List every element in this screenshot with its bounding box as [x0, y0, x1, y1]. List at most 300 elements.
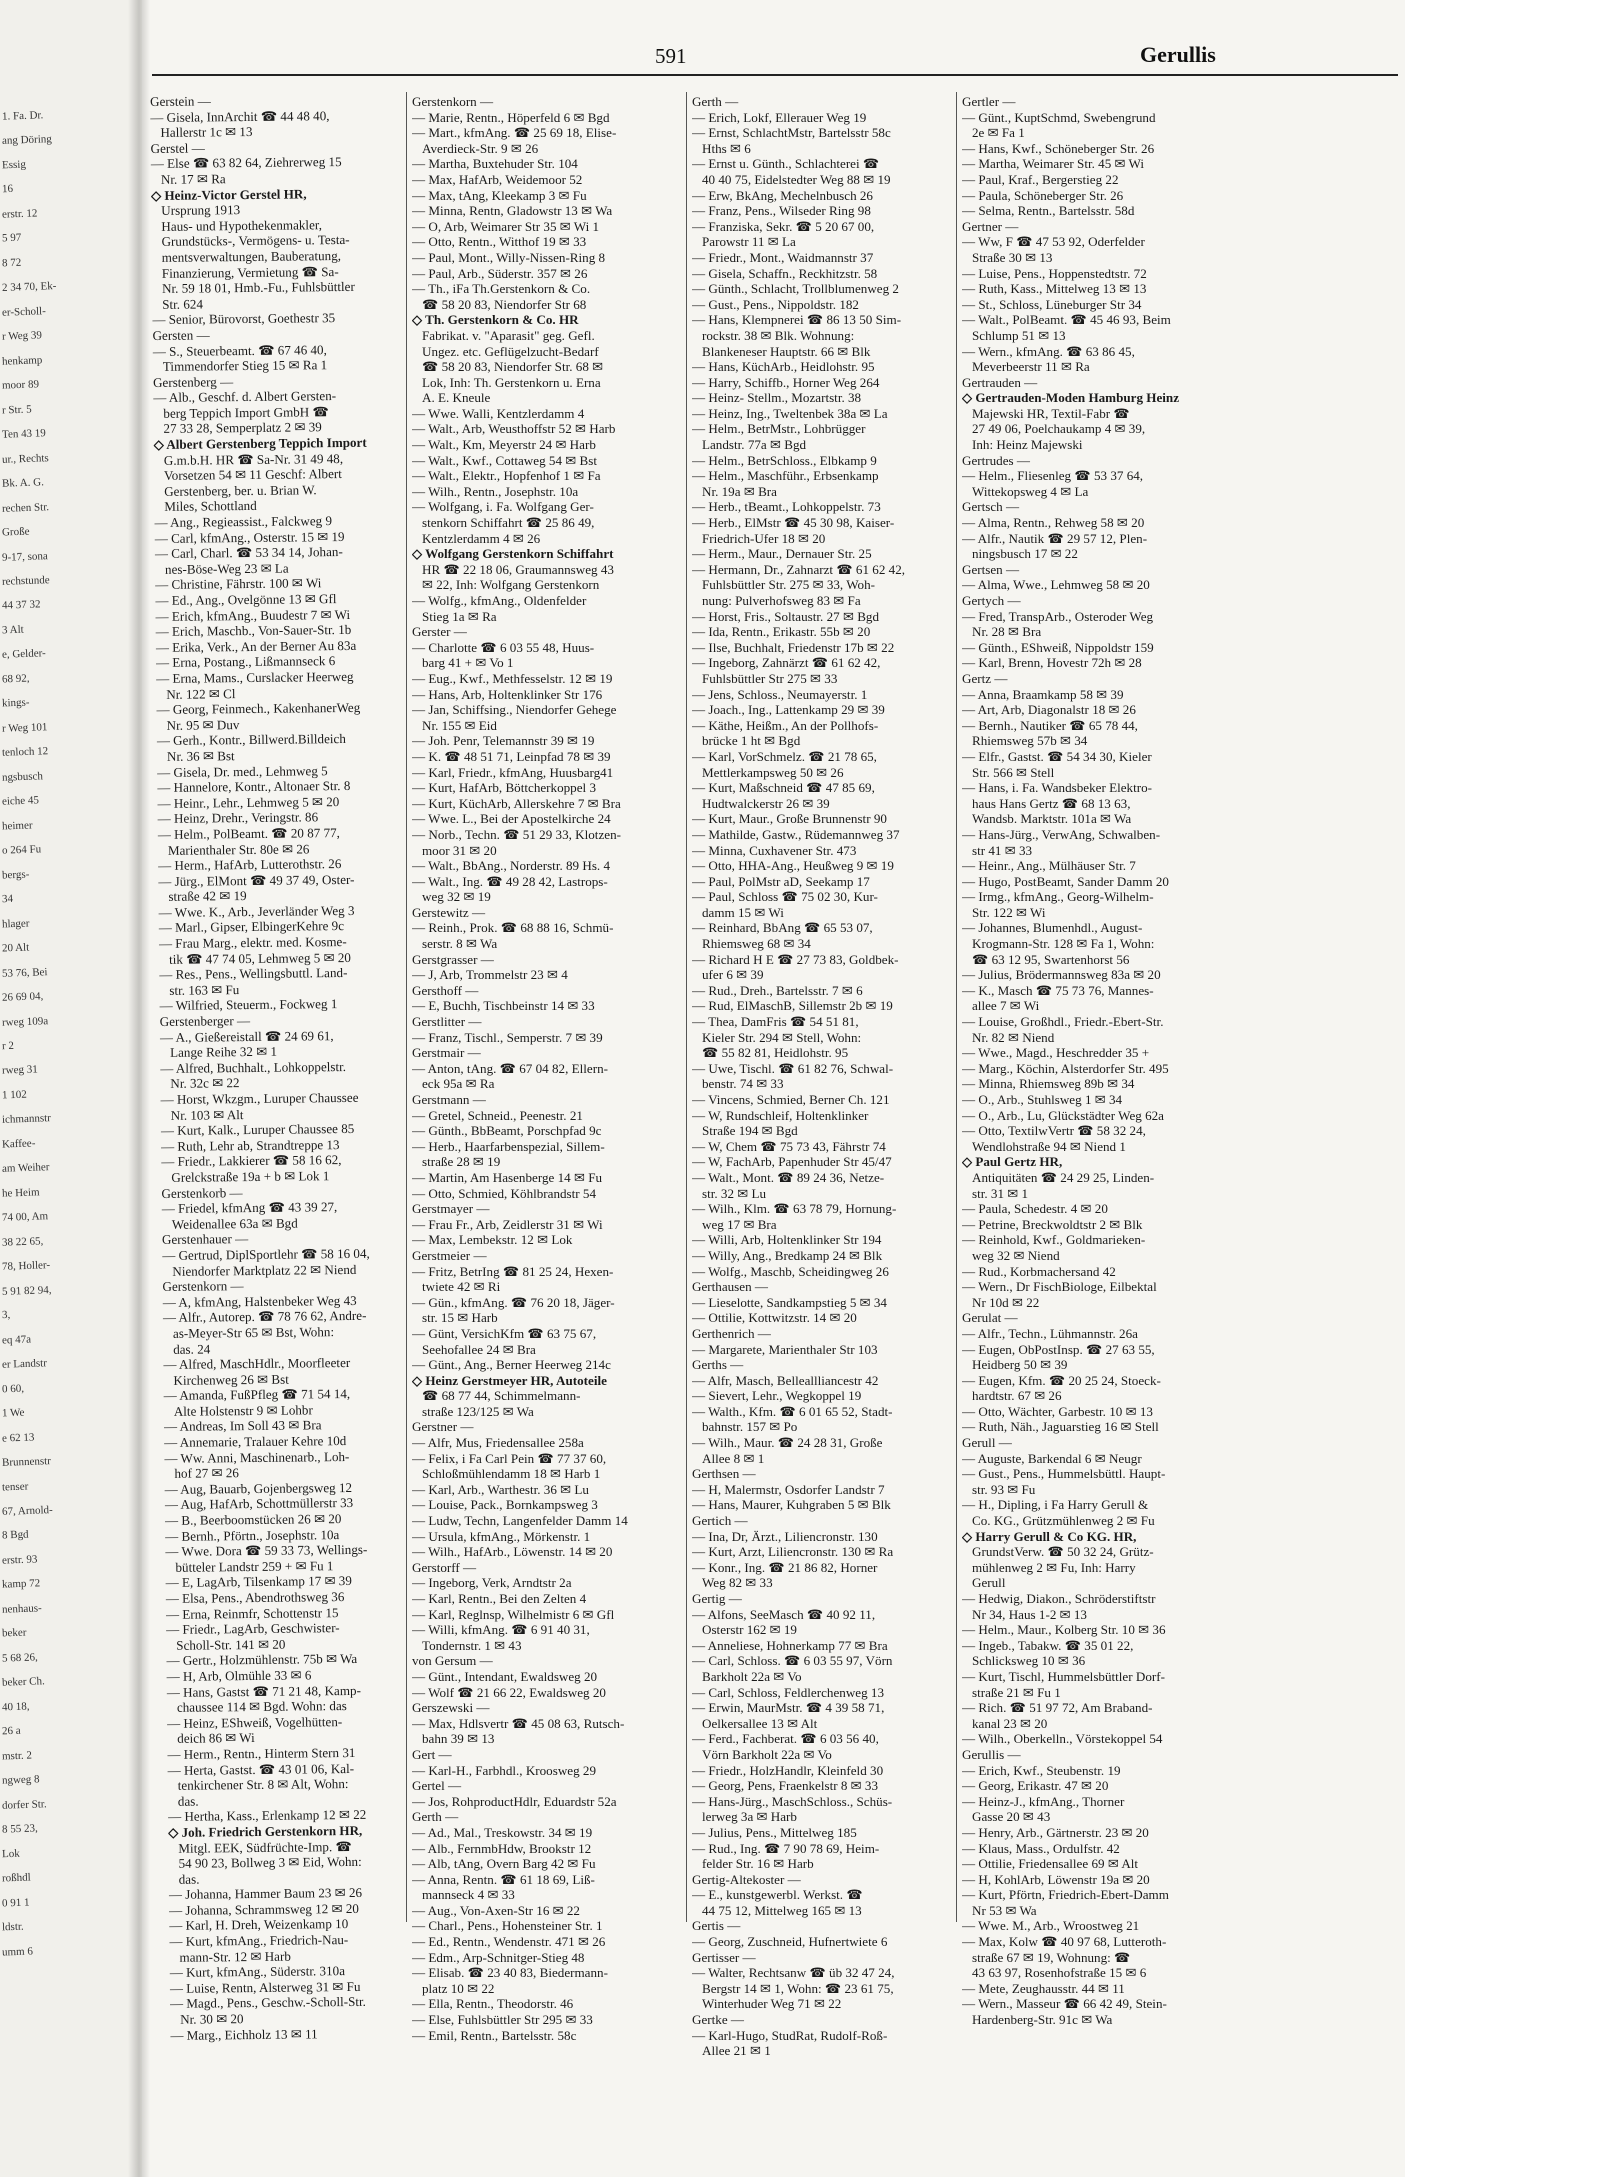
directory-entry: — Walth., Kfm. ☎ 6 01 65 52, Stadt-: [692, 1403, 893, 1419]
directory-entry: — Aug, HafArb, Schottmüllerstr 33: [164, 1495, 354, 1513]
directory-entry: — H, Malermstr, Osdorfer Landstr 7: [692, 1481, 885, 1497]
directory-entry: — Marg., Köchin, Alsterdorfer Str. 495: [962, 1060, 1169, 1076]
directory-entry: 43 63 97, Rosenhofstraße 15 ✉ 6: [972, 1965, 1147, 1981]
directory-entry: — Konr., Ing. ☎ 21 86 82, Horner: [692, 1559, 878, 1575]
directory-entry: twiete 42 ✉ Ri: [422, 1279, 501, 1295]
directory-entry: damm 15 ✉ Wi: [702, 904, 784, 920]
directory-entry: Oelkersallee 13 ✉ Alt: [702, 1715, 818, 1731]
surname-heading: Gerthenrich —: [692, 1325, 771, 1341]
blank-margin: [1405, 0, 1600, 2177]
directory-entry: Mitgl. EEK, Südfrüchte-Imp. ☎: [178, 1838, 352, 1856]
directory-entry: Meverbeerstr 11 ✉ Ra: [972, 359, 1090, 375]
gutter-text-fragment: 78, Holler-: [1, 1259, 51, 1274]
directory-entry: Schloßmühlendamm 18 ✉ Harb 1: [422, 1466, 601, 1482]
directory-entry: — Ang., Regieassist., Falckweg 9: [154, 513, 333, 531]
surname-heading: Gertsen —: [962, 561, 1020, 577]
directory-entry: Hallerstr 1c ✉ 13: [160, 124, 253, 141]
directory-entry: benstr. 74 ✉ 33: [702, 1076, 784, 1092]
gutter-text-fragment: kings-: [1, 696, 30, 710]
directory-entry: — Gisela, InnArchit ☎ 44 48 40,: [150, 107, 330, 125]
directory-entry: hardtstr. 67 ✉ 26: [972, 1388, 1062, 1404]
directory-entry: Ungez. etc. Geflügelzucht-Bedarf: [422, 343, 599, 359]
surname-heading: Gersthoff —: [412, 982, 479, 998]
directory-entry: — Friedr., LagArb, Geschwister-: [166, 1620, 340, 1638]
directory-entry: 40 40 75, Eidelstedter Weg 88 ✉ 19: [702, 171, 891, 187]
directory-entry: mentsverwaltungen, Bauberatung,: [161, 247, 342, 265]
directory-entry: ☎ 58 20 83, Niendorfer Str. 68 ✉: [422, 359, 604, 375]
directory-entry: — Wolf ☎ 21 66 22, Ewaldsweg 20: [412, 1684, 606, 1700]
binding-shadow: [128, 0, 150, 2177]
directory-entry: — Otto, Wächter, Garbestr. 10 ✉ 13: [962, 1403, 1153, 1419]
directory-entry: — Ww, F ☎ 47 53 92, Oderfelder: [962, 234, 1145, 250]
gutter-text-fragment: er-Scholl-: [1, 305, 46, 319]
directory-entry: — Harry, Schiffb., Horner Weg 264: [692, 374, 880, 390]
surname-heading: Gerthsen —: [692, 1466, 756, 1482]
surname-heading: Gerstmeier —: [412, 1247, 487, 1263]
directory-entry: Schlump 51 ✉ 13: [972, 327, 1066, 343]
directory-entry: — Horst, Wkzgm., Luruper Chaussee: [160, 1089, 359, 1107]
gutter-text-fragment: 16: [1, 183, 14, 196]
directory-entry: Vörn Barkholt 22a ✉ Vo: [702, 1746, 832, 1762]
directory-entry: Lok, Inh: Th. Gerstenkorn u. Erna: [422, 374, 601, 390]
directory-entry: — Eug., Kwf., Methfesselstr. 12 ✉ 19: [412, 670, 613, 686]
gutter-text-fragment: 26 69 04,: [1, 990, 44, 1004]
directory-entry: — Frau Marg., elektr. med. Kosme-: [158, 934, 347, 952]
directory-entry: Inh: Heinz Majewski: [972, 437, 1083, 453]
directory-entry: — Alfons, SeeMasch ☎ 40 92 11,: [692, 1606, 876, 1622]
directory-entry: Nr. 19a ✉ Bra: [702, 483, 777, 499]
directory-entry: — Wilh., HafArb., Löwenstr. 14 ✉ 20: [412, 1544, 613, 1560]
directory-entry: — Helm., Fliesenleg ☎ 53 37 64,: [962, 468, 1144, 484]
directory-entry: — Alma, Rentn., Rehweg 58 ✉ 20: [962, 515, 1145, 531]
directory-entry: haus Hans Gertz ☎ 68 13 63,: [972, 795, 1131, 811]
directory-entry: A. E. Kneule: [422, 390, 491, 406]
directory-entry: — Hannelore, Kontr., Altonaer Str. 8: [157, 778, 351, 796]
directory-entry: — Karl, Friedr., kfmAng, Huusbarg41: [412, 764, 614, 780]
directory-entry: — Kurt, kfmAng., Süderstr. 310a: [169, 1963, 346, 1981]
gutter-text-fragment: rechstunde: [1, 574, 50, 588]
directory-entry: Nr. 32c ✉ 22: [170, 1075, 240, 1092]
directory-entry: eck 95a ✉ Ra: [422, 1076, 495, 1092]
directory-entry: — Hans, KüchArb., Heidlohstr. 95: [692, 359, 875, 375]
directory-entry: — Heinz- Stellm., Mozartstr. 38: [692, 390, 862, 406]
directory-entry: — Gertr., Holzmühlenstr. 75b ✉ Wa: [166, 1651, 358, 1669]
directory-entry: — Hans-Jürg., MaschSchloss., Schüs-: [692, 1793, 893, 1809]
directory-entry: — Hans, Kwf., Schöneberger Str. 26: [962, 140, 1155, 156]
directory-entry: — Jens, Schloss., Neumayerstr. 1: [692, 686, 868, 702]
directory-entry: — Wolfg., kfmAng., Oldenfelder: [412, 593, 587, 608]
gutter-text-fragment: 26 a: [1, 1724, 21, 1738]
directory-entry: — W, FachArb, Papenhuder Str 45/47: [692, 1154, 892, 1170]
directory-entry: — Ella, Rentn., Theodorstr. 46: [412, 1996, 574, 2012]
surname-heading: Gerstewitz —: [412, 904, 486, 920]
directory-entry: Finanzierung, Vermietung ☎ Sa-: [161, 263, 339, 281]
gutter-text-fragment: roßhdl: [1, 1871, 31, 1885]
surname-heading: Gerstel —: [150, 140, 205, 156]
directory-entry: — Martha, Buxtehuder Str. 104: [412, 156, 578, 172]
directory-entry: — Georg, Zuschneid, Hufnertwiete 6: [692, 1934, 888, 1950]
firm-entry: ◇ Heinz-Victor Gerstel HR,: [150, 185, 307, 203]
directory-entry: — Alb., Geschf. d. Albert Gersten-: [153, 388, 337, 406]
directory-entry: — Franz, Pens., Wilseder Ring 98: [692, 203, 871, 219]
directory-entry: — Gertrud, DiplSportlehr ☎ 58 16 04,: [162, 1245, 370, 1263]
surname-heading: Gert —: [412, 1746, 452, 1762]
directory-entry: — Günth., BbBeamt, Porschpfad 9c: [412, 1123, 602, 1139]
directory-entry: Parowstr 11 ✉ La: [702, 234, 796, 250]
directory-entry: — Ludw, Techn, Langenfelder Damm 14: [412, 1513, 628, 1529]
gutter-text-fragment: Kaffee-: [1, 1137, 36, 1151]
surname-heading: Gerstmann —: [412, 1092, 486, 1107]
directory-entry: — Minna, Cuxhavener Str. 473: [692, 842, 857, 858]
directory-entry: — Mete, Zeughausstr. 44 ✉ 11: [962, 1980, 1125, 1996]
directory-entry: — Ingeborg, Zahnärzt ☎ 61 62 42,: [692, 655, 881, 671]
directory-entry: — Wwe. K., Arb., Jeverländer Weg 3: [158, 902, 355, 920]
directory-entry: Krogmann-Str. 128 ✉ Fa 1, Wohn:: [972, 936, 1155, 952]
directory-entry: — Hans, Klempnerei ☎ 86 13 50 Sim-: [692, 312, 902, 328]
directory-entry: — Horst, Fris., Soltaustr. 27 ✉ Bgd: [692, 608, 880, 624]
directory-entry: Mettlerkampsweg 50 ✉ 26: [702, 764, 844, 780]
directory-entry: 27 33 28, Semperplatz 2 ✉ 39: [163, 419, 322, 437]
directory-entry: — Magd., Pens., Geschw.-Scholl-Str.: [169, 1994, 366, 2012]
directory-entry: das.: [177, 1793, 199, 1809]
surname-heading: Gerstmair —: [412, 1045, 481, 1061]
directory-entry: — Günt., Intendant, Ewaldsweg 20: [412, 1668, 598, 1684]
directory-entry: — Georg, Pens, Fraenkelstr 8 ✉ 33: [692, 1778, 879, 1794]
directory-entry: Grundstücks-, Vermögens- u. Testa-: [161, 232, 350, 250]
directory-entry: — Walt., BbAng., Norderstr. 89 Hs. 4: [412, 858, 611, 874]
directory-entry: — Klaus, Mass., Ordulfstr. 42: [962, 1840, 1120, 1856]
gutter-text-fragment: Bk. A. G.: [1, 476, 45, 490]
directory-entry: — Ad., Mal., Treskowstr. 34 ✉ 19: [412, 1824, 593, 1840]
directory-entry: — Herb., ElMstr ☎ 45 30 98, Kaiser-: [692, 515, 895, 531]
directory-entry: straße 123/125 ✉ Wa: [422, 1403, 534, 1419]
directory-column-1: [150, 91, 420, 2043]
directory-entry: — Joh. Penr, Telemannstr 39 ✉ 19: [412, 733, 595, 749]
directory-entry: — Carl, Schloss, Feldlerchenweg 13: [692, 1684, 885, 1700]
directory-entry: — Marg., Eichholz 13 ✉ 11: [170, 2025, 318, 2043]
column-divider: [686, 92, 687, 1922]
surname-heading: Gerstenkorn —: [162, 1278, 244, 1295]
directory-entry: Fabrikat. v. "Aparasit" geg. Gefl.: [422, 327, 595, 343]
gutter-text-fragment: e 62 13: [1, 1431, 35, 1445]
directory-entry: — Wwe., Magd., Heschredder 35 +: [962, 1045, 1150, 1061]
directory-entry: — Heinr., Lehr., Lehmweg 5 ✉ 20: [157, 793, 340, 811]
directory-entry: G.m.b.H. HR ☎ Sa-Nr. 31 49 48,: [163, 450, 344, 468]
directory-entry: — Hans, Arb, Holtenklinker Str 176: [412, 686, 603, 702]
directory-entry: felder Str. 16 ✉ Harb: [702, 1856, 814, 1872]
directory-entry: 2e ✉ Fa 1: [972, 125, 1025, 141]
surname-heading: Gerth —: [412, 1809, 459, 1825]
directory-entry: ✉ 22, Inh: Wolfgang Gerstenkorn: [422, 577, 600, 593]
directory-entry: tik ☎ 47 74 05, Lehmweg 5 ✉ 20: [168, 949, 351, 967]
directory-entry: — Herb., Haarfarbenspezial, Sillem-: [412, 1138, 605, 1154]
directory-entry: Blankeneser Hauptstr. 66 ✉ Blk: [702, 343, 871, 359]
directory-entry: Allee 21 ✉ 1: [702, 2043, 771, 2059]
gutter-text-fragment: Ten 43 19: [1, 427, 47, 441]
directory-entry: — H, Arb, Olmühle 33 ✉ 6: [166, 1667, 312, 1684]
directory-entry: — Ottilie, Kottwitzstr. 14 ✉ 20: [692, 1310, 857, 1326]
directory-entry: — Annemarie, Tralauer Kehre 10d: [164, 1433, 347, 1450]
directory-entry: — Ruth, Lehr ab, Strandtreppe 13: [160, 1136, 340, 1154]
directory-entry: — Elsa, Pens., Abendrothsweg 36: [165, 1589, 345, 1606]
directory-entry: — Heinz, Drehr., Veringstr. 86: [157, 809, 319, 827]
directory-column-4: [962, 94, 1234, 2028]
directory-entry: str. 15 ✉ Harb: [422, 1310, 498, 1326]
directory-entry: — Hans, Maurer, Kuhgraben 5 ✉ Blk: [692, 1497, 891, 1513]
directory-entry: — Max, HafArb, Weidemoor 52: [412, 171, 583, 187]
directory-entry: hof 27 ✉ 26: [174, 1465, 239, 1482]
directory-entry: — K. ☎ 48 51 71, Leinpfad 78 ✉ 39: [412, 748, 611, 764]
directory-entry: — Erna, Reinmfr, Schottenstr 15: [165, 1604, 339, 1622]
surname-heading: Gertrudes —: [962, 452, 1030, 468]
directory-entry: — Max, Kolw ☎ 40 97 68, Lutteroth-: [962, 1934, 1167, 1950]
directory-entry: — Georg, Feinmech., KakenhanerWeg: [156, 699, 361, 718]
directory-entry: Timmendorfer Stieg 15 ✉ Ra 1: [162, 357, 328, 374]
directory-entry: — Louise, Pack., Bornkampsweg 3: [412, 1497, 598, 1513]
directory-entry: — Ina, Dr, Ärzt., Liliencronstr. 130: [692, 1528, 878, 1544]
directory-entry: — Friedr., HolzHandlr, Kleinfeld 30: [692, 1762, 884, 1778]
directory-entry: Vorsetzen 54 ✉ 11 Geschf: Albert: [163, 466, 342, 484]
directory-entry: — Alb., FernmbHdw, Brookstr 12: [412, 1840, 592, 1856]
directory-entry: — Max, tAng, Kleekamp 3 ✉ Fu: [412, 187, 587, 203]
directory-entry: mannseck 4 ✉ 33: [422, 1887, 515, 1903]
directory-entry: — Willy, Ang., Bredkamp 24 ✉ Blk: [692, 1247, 883, 1263]
directory-entry: — Sievert, Lehr., Wegkoppel 19: [692, 1388, 862, 1404]
directory-entry: ☎ 63 12 95, Swartenhorst 56: [972, 951, 1130, 967]
surname-heading: Gertych —: [962, 593, 1021, 608]
surname-heading: Gerstein —: [150, 93, 211, 109]
directory-entry: platz 10 ✉ 22: [422, 1980, 495, 1996]
directory-entry: — Helm., BetrSchloss., Elbkamp 9: [692, 452, 877, 468]
directory-entry: — Heinr., Ang., Mülhäuser Str. 7: [962, 858, 1136, 874]
directory-entry: Hths ✉ 6: [702, 140, 751, 156]
directory-entry: — Paul, Arb., Süderstr. 357 ✉ 26: [412, 265, 588, 281]
directory-entry: — Ingeb., Tabakw. ☎ 35 01 22,: [962, 1637, 1134, 1653]
directory-entry: — Henry, Arb., Gärtnerstr. 23 ✉ 20: [962, 1824, 1149, 1840]
directory-entry: — Günth., Schlacht, Trollblumenweg 2: [692, 281, 899, 297]
directory-entry: — Alfr, Mus, Friedensallee 258a: [412, 1435, 584, 1451]
gutter-text-fragment: he Heim: [1, 1186, 40, 1200]
gutter-text-fragment: 0 91 1: [1, 1896, 30, 1910]
surname-heading: Gerstenberger —: [159, 1013, 251, 1029]
directory-entry: — Günt., KuptSchmd, Swebengrund: [962, 109, 1156, 125]
directory-entry: straße 28 ✉ 19: [422, 1154, 501, 1170]
directory-entry: — Heinz, EShweiß, Vogelhütten-: [166, 1713, 343, 1731]
firm-entry: ◇ Albert Gerstenberg Teppich Import: [153, 434, 367, 453]
gutter-text-fragment: ang Döring: [1, 133, 52, 148]
directory-entry: Miles, Schottland: [164, 498, 257, 515]
directory-entry: — Julius, Brödermannsweg 83a ✉ 20: [962, 967, 1161, 983]
directory-entry: — Johanna, Hammer Baum 23 ✉ 26: [168, 1885, 363, 1903]
directory-entry: Barkholt 22a ✉ Vo: [702, 1668, 802, 1684]
directory-entry: — Ottilie, Friedensallee 69 ✉ Alt: [962, 1856, 1139, 1872]
gutter-text-fragment: 3,: [1, 1309, 11, 1322]
gutter-text-fragment: 68 92,: [1, 672, 30, 686]
gutter-text-fragment: r 2: [1, 1039, 15, 1053]
surname-heading: Gertler —: [962, 94, 1016, 109]
surname-heading: Gerthausen —: [692, 1279, 768, 1295]
directory-entry: Winterhuder Weg 71 ✉ 22: [702, 1996, 842, 2012]
directory-entry: Nr. 95 ✉ Duv: [166, 716, 240, 733]
surname-heading: Gertisser —: [692, 1949, 756, 1965]
directory-entry: — Rud., Ing. ☎ 7 90 78 69, Heim-: [692, 1840, 880, 1856]
directory-entry: — Vincens, Schmied, Berner Ch. 121: [692, 1092, 890, 1107]
directory-entry: — Reinhold, Kwf., Goldmarieken-: [962, 1232, 1146, 1248]
directory-entry: — Ruth, Kass., Mittelweg 13 ✉ 13: [962, 281, 1147, 297]
directory-entry: Tondernstr. 1 ✉ 43: [422, 1637, 522, 1653]
gutter-text-fragment: o 264 Fu: [1, 843, 42, 857]
directory-entry: Bergstr 14 ✉ 1, Wohn: ☎ 23 61 75,: [702, 1980, 894, 1996]
directory-entry: — Thea, DamFris ☎ 54 51 81,: [692, 1014, 859, 1030]
directory-entry: — Julius, Pens., Mittelweg 185: [692, 1824, 857, 1840]
directory-entry: Nr. 36 ✉ Bst: [166, 748, 235, 764]
directory-entry: — Wilh., Maur. ☎ 24 28 31, Große: [692, 1435, 883, 1451]
surname-heading: Gertner —: [962, 218, 1019, 234]
directory-entry: Seehofallee 24 ✉ Bra: [422, 1341, 536, 1357]
directory-entry: — Aug., Von-Axen-Str 16 ✉ 22: [412, 1902, 580, 1918]
gutter-text-fragment: moor 89: [1, 378, 40, 392]
directory-entry: ufer 6 ✉ 39: [702, 967, 764, 983]
directory-entry: Heidberg 50 ✉ 39: [972, 1357, 1068, 1373]
directory-entry: — H, KohlArb, Löwenstr 19a ✉ 20: [962, 1871, 1150, 1887]
directory-entry: — Ww. Anni, Maschinenarb., Loh-: [164, 1448, 350, 1466]
directory-entry: — Max, Lembekstr. 12 ✉ Lok: [412, 1232, 573, 1248]
directory-entry: — Walt., Arb, Weusthoffstr 52 ✉ Harb: [412, 421, 616, 437]
gutter-text-fragment: 5 97: [1, 232, 22, 245]
directory-entry: — K., Masch ☎ 75 73 76, Mannes-: [962, 982, 1154, 998]
firm-entry: ◇ Heinz Gerstmeyer HR, Autoteile: [412, 1372, 607, 1388]
directory-entry: — Ida, Rentn., Erikastr. 55b ✉ 20: [692, 624, 871, 640]
directory-entry: — Otto, TextilwVertr ☎ 58 32 24,: [962, 1123, 1146, 1139]
directory-entry: — Selma, Rentn., Bartelsstr. 58d: [962, 203, 1135, 219]
surname-heading: Gerstenkorb —: [161, 1184, 243, 1201]
directory-entry: Stieg 1a ✉ Ra: [422, 608, 497, 624]
directory-entry: — Johannes, Blumenhdl., August-: [962, 920, 1143, 936]
directory-entry: — Wern., Masseur ☎ 66 42 49, Stein-: [962, 1996, 1167, 2012]
directory-entry: — Kurt, Tischl, Hummelsbüttler Dorf-: [962, 1668, 1165, 1684]
directory-entry: — Minna, Rentn, Gladowstr 13 ✉ Wa: [412, 203, 613, 219]
directory-entry: Hudtwalckerstr 26 ✉ 39: [702, 795, 830, 811]
directory-entry: — Wilh., Klm. ☎ 63 78 79, Hornung-: [692, 1201, 897, 1217]
surname-heading: Gerstner —: [412, 1419, 474, 1435]
directory-entry: — Hedwig, Diakon., Schröderstiftstr: [962, 1591, 1156, 1606]
directory-entry: — Alfred, MaschHdlr., Moorfleeter: [163, 1355, 351, 1373]
directory-entry: mühlenweg 2 ✉ Fu, Inh: Harry: [972, 1559, 1136, 1575]
directory-entry: — Erw, BkAng, Mechelnbusch 26: [692, 187, 873, 203]
directory-entry: — Heinz-J., kfmAng., Thorner: [962, 1793, 1125, 1809]
gutter-text-fragment: ur., Rechts: [1, 451, 49, 466]
directory-entry: — W, Rundschleif, Holtenklinker: [692, 1107, 869, 1123]
directory-entry: Fuhlsbüttler Str 275 ✉ 33: [702, 670, 838, 686]
firm-entry: ◇ Paul Gertz HR,: [962, 1154, 1063, 1170]
directory-entry: Nr 34, Haus 1-2 ✉ 13: [972, 1606, 1087, 1622]
directory-entry: — Auguste, Barkendal 6 ✉ Neugr: [962, 1450, 1142, 1466]
directory-entry: — Wolfgang, i. Fa. Wolfgang Ger-: [412, 499, 594, 515]
gutter-text-fragment: erstr. 93: [1, 1553, 38, 1567]
directory-entry: — Gretel, Schneid., Peenestr. 21: [412, 1107, 583, 1123]
directory-entry: — Helm., Maschführ., Erbsenkamp: [692, 468, 879, 484]
directory-entry: — Gün., kfmAng. ☎ 76 20 18, Jäger-: [412, 1294, 615, 1310]
directory-entry: weg 17 ✉ Bra: [702, 1216, 777, 1232]
directory-entry: deich 86 ✉ Wi: [177, 1730, 255, 1747]
directory-entry: str. 31 ✉ 1: [972, 1185, 1029, 1201]
gutter-text-fragment: Brunnenstr: [1, 1455, 52, 1469]
surname-heading: Gertis —: [692, 1918, 741, 1934]
directory-entry: — Carl, Schloss. ☎ 6 03 55 97, Vörn: [692, 1653, 893, 1669]
directory-entry: — Christine, Fährstr. 100 ✉ Wi: [155, 575, 322, 593]
gutter-text-fragment: umm 6: [1, 1944, 34, 1959]
directory-entry: — Amanda, FußPfleg ☎ 71 54 14,: [163, 1386, 351, 1404]
surname-heading: Gerths —: [692, 1357, 744, 1373]
gutter-text-fragment: 5 91 82 94,: [1, 1283, 52, 1298]
gutter-text-fragment: 1 We: [1, 1406, 25, 1420]
gutter-text-fragment: er Landstr: [1, 1357, 48, 1371]
directory-entry: Co. KG., Grützmühlenweg 2 ✉ Fu: [972, 1513, 1155, 1529]
directory-entry: — Kurt, HafArb, Böttcherkoppel 3: [412, 780, 596, 796]
directory-entry: Nr. 122 ✉ Cl: [166, 685, 236, 702]
directory-entry: — Alfr, Masch, Belleallliancestr 42: [692, 1372, 879, 1388]
directory-entry: Schlicksweg 10 ✉ 36: [972, 1653, 1086, 1669]
directory-entry: — O., Arb., Stuhlsweg 1 ✉ 34: [962, 1092, 1123, 1107]
gutter-text-fragment: mstr. 2: [1, 1749, 33, 1763]
directory-entry: — Carl, Charl. ☎ 53 34 14, Johan-: [154, 544, 343, 562]
directory-entry: Rhiemsweg 68 ✉ 34: [702, 936, 811, 952]
directory-entry: — Wwe. Walli, Kentzlerdamm 4: [412, 405, 585, 421]
gutter-text-fragment: ldstr.: [1, 1920, 24, 1934]
directory-entry: — Kurt, Arzt, Liliencronstr. 130 ✉ Ra: [692, 1544, 894, 1560]
gutter-text-fragment: erstr. 12: [1, 207, 38, 221]
surname-heading: Gertig —: [692, 1591, 742, 1606]
directory-entry: — Georg, Erikastr. 47 ✉ 20: [962, 1778, 1109, 1794]
gutter-text-fragment: Essig: [1, 158, 27, 172]
firm-entry: ◇ Joh. Friedrich Gerstenkorn HR,: [168, 1822, 363, 1840]
directory-entry: — Karl, H. Dreh, Weizenkamp 10: [169, 1916, 349, 1934]
directory-entry: Averdieck-Str. 9 ✉ 26: [422, 140, 539, 156]
directory-entry: — Elfr., Gastst. ☎ 54 34 30, Kieler: [962, 748, 1152, 764]
directory-entry: — Richard H E ☎ 27 73 83, Goldbek-: [692, 951, 899, 967]
directory-entry: Alte Holstenstr 9 ✉ Lohbr: [173, 1402, 313, 1419]
directory-entry: — Erna, Mams., Curslacker Heerweg: [156, 668, 354, 686]
gutter-text-fragment: heimer: [1, 819, 33, 833]
directory-entry: tenkirchener Str. 8 ✉ Alt, Wohn:: [177, 1776, 349, 1793]
directory-entry: das.: [178, 1871, 200, 1887]
directory-entry: Nr 53 ✉ Wa: [972, 1902, 1037, 1918]
directory-entry: — Herb., tBeamt., Lohkoppelstr. 73: [692, 499, 881, 515]
directory-entry: Wendlohstraße 94 ✉ Niend 1: [972, 1138, 1126, 1154]
gutter-text-fragment: dorfer Str.: [1, 1797, 47, 1812]
gutter-text-fragment: 44 37 32: [1, 598, 41, 613]
directory-entry: — Ernst u. Günth., Schlachterei ☎: [692, 156, 880, 172]
directory-entry: — Ferd., Fachberat. ☎ 6 03 56 40,: [692, 1731, 879, 1747]
directory-entry: — Bernh., Pförtn., Josephstr. 10a: [165, 1526, 340, 1544]
directory-entry: — Kurt, kfmAng., Friedrich-Nau-: [169, 1932, 349, 1949]
directory-entry: Rhiemsweg 57b ✉ 34: [972, 733, 1088, 749]
directory-entry: — Johanna, Schrammsweg 12 ✉ 20: [168, 1900, 359, 1918]
gutter-text-fragment: 20 Alt: [1, 941, 30, 955]
surname-heading: Gerstorff —: [412, 1559, 477, 1575]
directory-entry: — A, kfmAng, Halstenbeker Weg 43: [162, 1292, 357, 1310]
directory-entry: — Käthe, Heißm., An der Pollhofs-: [692, 717, 879, 733]
directory-entry: — Ernst, SchlachtMstr, Bartelsstr 58c: [692, 125, 891, 141]
directory-entry: — Fritz, BetrIng ☎ 81 25 24, Hexen-: [412, 1263, 614, 1279]
directory-entry: Nr. 30 ✉ 20: [180, 2011, 244, 2027]
gutter-text-fragment: 2 34 70, Ek-: [1, 280, 57, 295]
gutter-text-fragment: tenloch 12: [1, 745, 49, 760]
directory-entry: 54 90 23, Bollweg 3 ✉ Eid, Wohn:: [178, 1853, 362, 1871]
header-rule: [152, 74, 1398, 76]
gutter-text-fragment: kamp 72: [1, 1577, 41, 1592]
directory-entry: Hardenberg-Str. 91c ✉ Wa: [972, 2012, 1113, 2028]
